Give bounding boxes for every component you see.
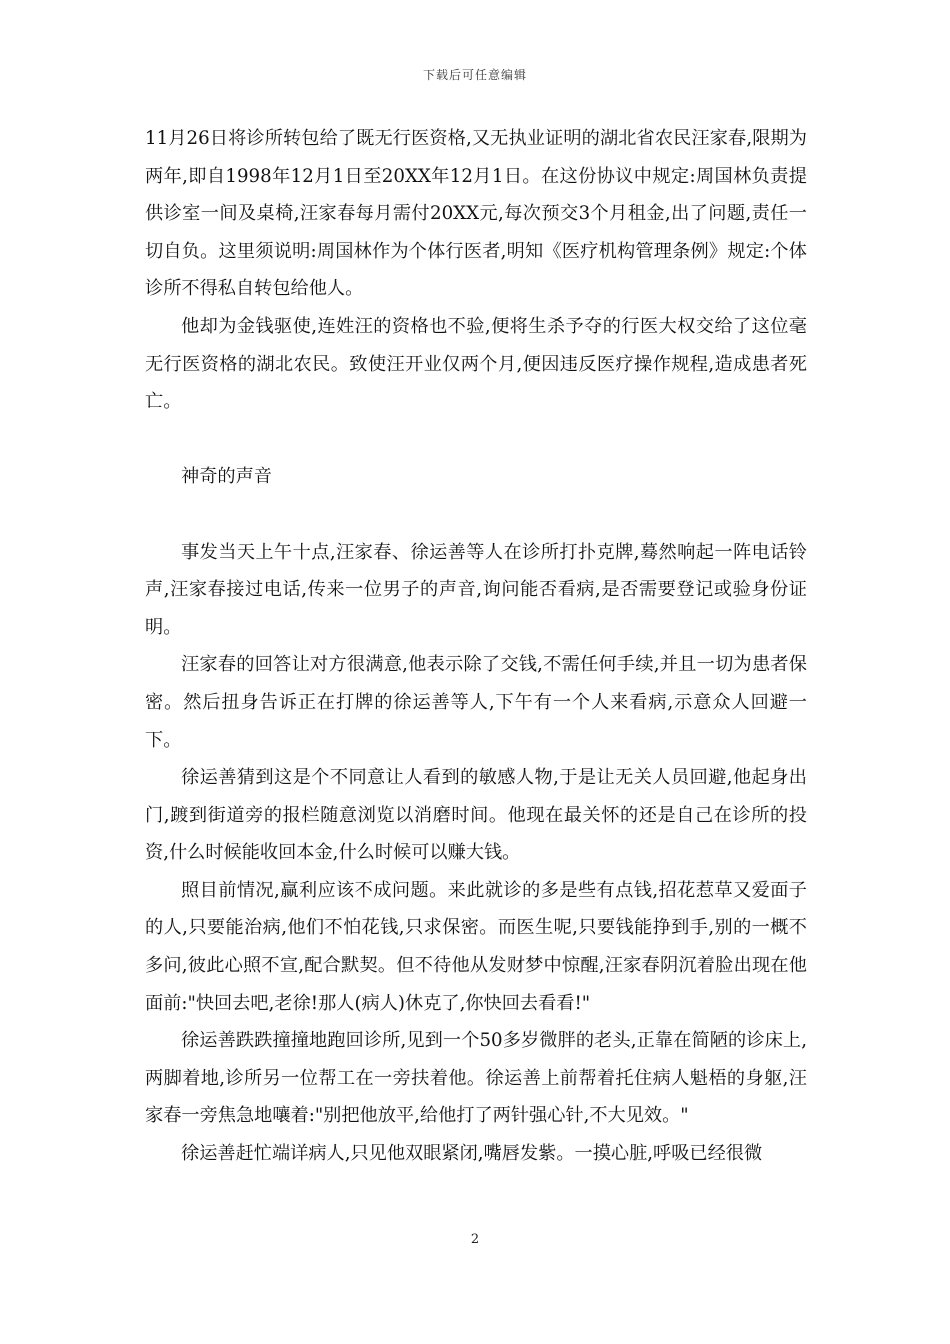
page-header: 下载后可任意编辑	[422, 68, 527, 82]
paragraph: 照目前情况,赢利应该不成问题。来此就诊的多是些有点钱,招花惹草又爱面子的人,只要能治病,他们不怕花钱,只求保密。而医生呢,只要钱能挣到手,别的一概不多问,彼此心照不宣,配合默契。但不待他从发财梦中惊醒,汪家春阴沉着脸出现在他面前:"快回去吧,老徐!那人(病人)休克了,你快回去看看!"	[145, 879, 807, 1014]
paragraph: 事发当天上午十点,汪家春、徐运善等人在诊所打扑克牌,蓦然响起一阵电话铃声,汪家春接过电话,传来一位男子的声音,询问能否看病,是否需要登记或验身份证明。	[145, 541, 807, 638]
paragraph: 他却为金钱驱使,连姓汪的资格也不验,便将生杀予夺的行医大权交给了这位毫无行医资格的湖北农民。致使汪开业仅两个月,便因违反医疗操作规程,造成患者死亡。	[145, 315, 807, 413]
paragraph: 11月26日将诊所转包给了既无行医资格,又无执业证明的湖北省农民汪家春,限期为两年,即自1998年12月1日至20XX年12月1日。在这份协议中规定:周国林负责提供诊室一间及桌椅,汪家春每月需付20XX元,每次预交3个月租金,出了问题,责任一切自负。这里须说明:周国林作为个体行医者,明知《医疗机构管理条例》规定:个体诊所不得私自转包给他人。	[145, 128, 807, 300]
paragraph: 徐运善猜到这是个不同意让人看到的敏感人物,于是让无关人员回避,他起身出门,踱到街道旁的报栏随意浏览以消磨时间。他现在最关怀的还是自己在诊所的投资,什么时候能收回本金,什么时候可以赚大钱。	[145, 767, 807, 864]
paragraph: 徐运善赶忙端详病人,只见他双眼紧闭,嘴唇发紫。一摸心脏,呼吸已经很微	[181, 1143, 763, 1165]
paragraph: 徐运善跌跌撞撞地跑回诊所,见到一个50多岁微胖的老头,正靠在简陋的诊床上,两脚着地,诊所另一位帮工在一旁扶着他。徐运善上前帮着托住病人魁梧的身躯,汪家春一旁焦急地嚷着:"别把他放平,给他打了两针强心针,不大见效。"	[145, 1030, 807, 1127]
section-title: 神奇的声音	[181, 466, 272, 488]
paragraph: 汪家春的回答让对方很满意,他表示除了交钱,不需任何手续,并且一切为患者保密。然后扭身告诉正在打牌的徐运善等人,下午有一个人来看病,示意众人回避一下。	[145, 654, 807, 751]
page-number: 2	[470, 1232, 480, 1247]
document-body	[145, 120, 807, 1173]
